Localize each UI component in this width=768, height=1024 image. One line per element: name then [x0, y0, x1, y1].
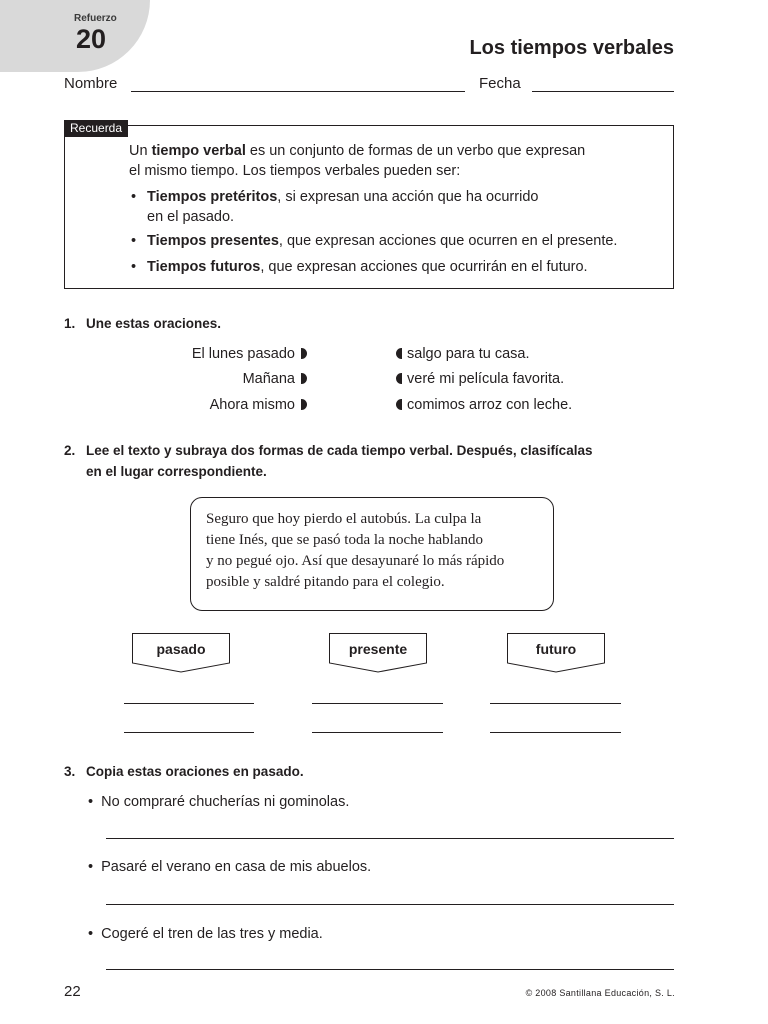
connector-dot-icon[interactable]: [396, 399, 402, 410]
date-field[interactable]: [532, 91, 674, 92]
match-left-item[interactable]: Ahora mismo: [67, 397, 307, 413]
recuerda-tag: Recuerda: [64, 120, 128, 137]
exercise-2-title: 2. Lee el texto y subraya dos formas de cada tiempo verbal. Después, clasifícalas: [64, 443, 593, 458]
answer-line[interactable]: [106, 838, 674, 839]
match-right-item[interactable]: comimos arroz con leche.: [396, 397, 572, 413]
answer-line[interactable]: [106, 904, 674, 905]
unit-badge: [0, 0, 150, 72]
answer-line-presente[interactable]: [312, 732, 443, 733]
connector-dot-icon[interactable]: [301, 399, 307, 410]
name-field[interactable]: [131, 91, 465, 92]
answer-line-futuro[interactable]: [490, 703, 621, 704]
recuerda-intro-line-1: Un tiempo verbal es un conjunto de formas de un verbo que expresan: [129, 143, 586, 159]
category-label: presente: [348, 641, 408, 657]
story-line[interactable]: posible y saldré pitando para el colegio.: [206, 574, 445, 590]
answer-line-presente[interactable]: [312, 703, 443, 704]
exercise-1-title: 1. Une estas oraciones.: [64, 316, 222, 331]
match-right-item[interactable]: veré mi película favorita.: [396, 371, 564, 387]
page-title: Los tiempos verbales: [469, 37, 674, 59]
recuerda-bullet-text: Tiempos futuros, que expresan acciones que ocurrirán en el futuro.: [147, 259, 588, 275]
story-text[interactable]: [206, 509, 546, 593]
date-label: Fecha: [479, 75, 521, 92]
match-right-item[interactable]: salgo para tu casa.: [396, 346, 530, 362]
recuerda-bullet: •: [131, 233, 137, 249]
sentence-item: • No compraré chucherías ni gominolas.: [88, 794, 350, 810]
story-line[interactable]: tiene Inés, que se pasó toda la noche hablando: [206, 532, 483, 548]
exercise-3-title: 3. Copia estas oraciones en pasado.: [64, 764, 304, 779]
sentence-item: • Pasaré el verano en casa de mis abuelos.: [88, 859, 372, 875]
category-label: futuro: [535, 641, 577, 657]
answer-line-futuro[interactable]: [490, 732, 621, 733]
unit-badge-label: Refuerzo: [74, 13, 117, 24]
recuerda-bullet-text: Tiempos presentes, que expresan acciones que ocurren en el presente.: [147, 233, 618, 249]
story-line[interactable]: Seguro que hoy pierdo el autobús. La culpa la: [206, 511, 482, 527]
story-line[interactable]: y no pegué ojo. Así que desayunaré lo más rápido: [206, 553, 505, 569]
sentence-item: • Cogeré el tren de las tres y media.: [88, 926, 323, 942]
name-label: Nombre: [64, 75, 118, 92]
match-left-item[interactable]: El lunes pasado: [67, 346, 307, 362]
connector-dot-icon[interactable]: [301, 348, 307, 359]
recuerda-bullet: •: [131, 259, 137, 275]
connector-dot-icon[interactable]: [396, 348, 402, 359]
unit-number: 20: [76, 24, 107, 54]
connector-dot-icon[interactable]: [301, 373, 307, 384]
answer-line-pasado[interactable]: [124, 732, 254, 733]
page-number: 22: [64, 983, 81, 1000]
recuerda-bullet: •: [131, 189, 137, 205]
copyright-notice: © 2008 Santillana Educación, S. L.: [525, 988, 675, 998]
answer-line[interactable]: [106, 969, 674, 970]
recuerda-intro-line-2: el mismo tiempo. Los tiempos verbales pueden ser:: [129, 163, 461, 179]
category-label: pasado: [156, 641, 206, 657]
recuerda-bullet-text-cont: en el pasado.: [147, 209, 235, 225]
answer-line-pasado[interactable]: [124, 703, 254, 704]
exercise-2-title-cont: en el lugar correspondiente.: [86, 464, 267, 479]
connector-dot-icon[interactable]: [396, 373, 402, 384]
recuerda-bullet-text: Tiempos pretéritos, si expresan una acción que ha ocurrido: [147, 189, 539, 205]
match-left-item[interactable]: Mañana: [67, 371, 307, 387]
